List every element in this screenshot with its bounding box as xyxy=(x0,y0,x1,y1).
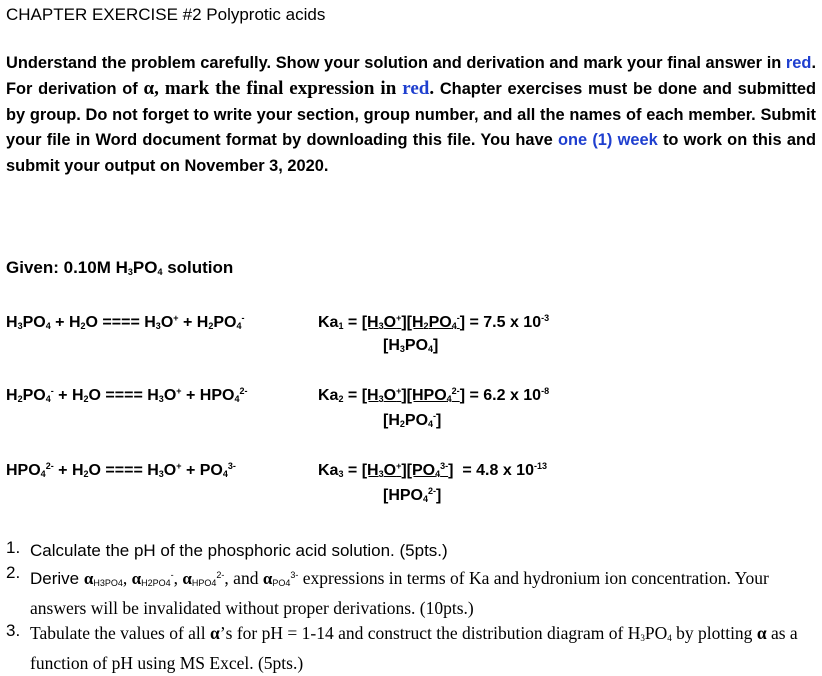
ka1-numerator: $[H_3O^+][H_2PO_4^-]$ xyxy=(361,313,466,331)
equilibrium-3: $HPO_4^{2-} + H_2O$ ==== $H_3O^+ + PO_4^{3-}$ xyxy=(6,461,236,479)
question-3-text: Tabulate the values of all α’s for pH = 1-14 and construct the distribution diagram of $H_3PO_4$ by plotting α as a function of pH using MS Excel. (5pts.) xyxy=(30,623,798,673)
instructions-paragraph xyxy=(6,51,816,179)
question-3-number: 3. xyxy=(6,621,21,640)
equilibrium-2: $H_2PO_4^- + H_2O$ ==== $H_3O^+ + HPO_4^{2-}$ xyxy=(6,386,248,404)
instr-p3: , mark the final expression in xyxy=(154,78,403,100)
given-line xyxy=(6,258,233,278)
question-1-number: 1. xyxy=(6,538,21,557)
ka3-expression: $Ka_3 = [H_3O^+][PO_4^{3-}] = 4.8$ x $10^{-13}$ xyxy=(318,461,547,479)
equilibrium-1: $H_3PO_4 + H_2O$ ==== $H_3O^+ + H_2PO_4^-$ xyxy=(6,313,245,331)
instr-p4: . xyxy=(429,78,435,100)
instr-p6: to work on this and submit your output on November 3, 2020. xyxy=(6,131,816,175)
given-sub4: 4 xyxy=(157,267,163,277)
instr-one-week: one (1) week xyxy=(557,131,658,150)
instr-p2: . For derivation of xyxy=(6,54,816,99)
instr-alpha: α xyxy=(143,78,155,100)
instr-red-word: red xyxy=(785,54,812,72)
ka1-denominator: $[H_3PO_4]$ xyxy=(383,337,439,354)
instr-p5: Chapter exercises must be done and submitted by group. Do not forget to write your section, group number, and all the names of each member. Submit your file in Word document format by downloading this file. You have xyxy=(6,80,816,150)
question-2 xyxy=(6,563,818,621)
question-3 xyxy=(6,621,818,676)
ka2-expression: $Ka_2 = [H_3O^+][HPO_4^{2-}] = 6.2$ x $10^{-8}$ xyxy=(318,386,550,404)
question-2-text: Derive $\alpha_{H3PO4}$, $\alpha_{H2PO4}^-$, $\alpha_{HPO4}^{2-}$, and $\alpha_{PO4}^{3-}$ expressions in terms of Ka and hydronium ion concentration. Your answers will be invalidated without proper derivations. (10pts.) xyxy=(30,568,769,618)
ka3-denominator: $[HPO_4^{2-}]$ xyxy=(383,486,442,504)
ka2-denominator: $[H_2PO_4^-]$ xyxy=(383,411,442,429)
ka3-numerator: $[H_3O^+][PO_4^{3-}]$ xyxy=(361,461,454,479)
instr-red-word-2: red xyxy=(402,78,430,100)
question-1 xyxy=(6,538,818,563)
question-list xyxy=(6,538,818,676)
given-prefix: Given: 0.10M H xyxy=(6,258,128,277)
question-1-text: Calculate the pH of the phosphoric acid solution. (5pts.) xyxy=(30,541,448,560)
given-po: PO xyxy=(132,258,158,277)
given-suffix: solution xyxy=(162,258,234,277)
ka2-numerator: $[H_3O^+][HPO_4^{2-}]$ xyxy=(361,386,466,404)
instr-p1: Understand the problem carefully. Show your solution and derivation and mark your final answer in xyxy=(6,54,786,72)
ka1-expression: $Ka_1 = [H_3O^+][H_2PO_4^-] = 7.5$ x $10^{-3}$ xyxy=(318,313,550,331)
page-title: CHAPTER EXERCISE #2 Polyprotic acids xyxy=(6,5,326,24)
given-sub3: 3 xyxy=(127,267,133,277)
question-2-number: 2. xyxy=(6,563,21,582)
